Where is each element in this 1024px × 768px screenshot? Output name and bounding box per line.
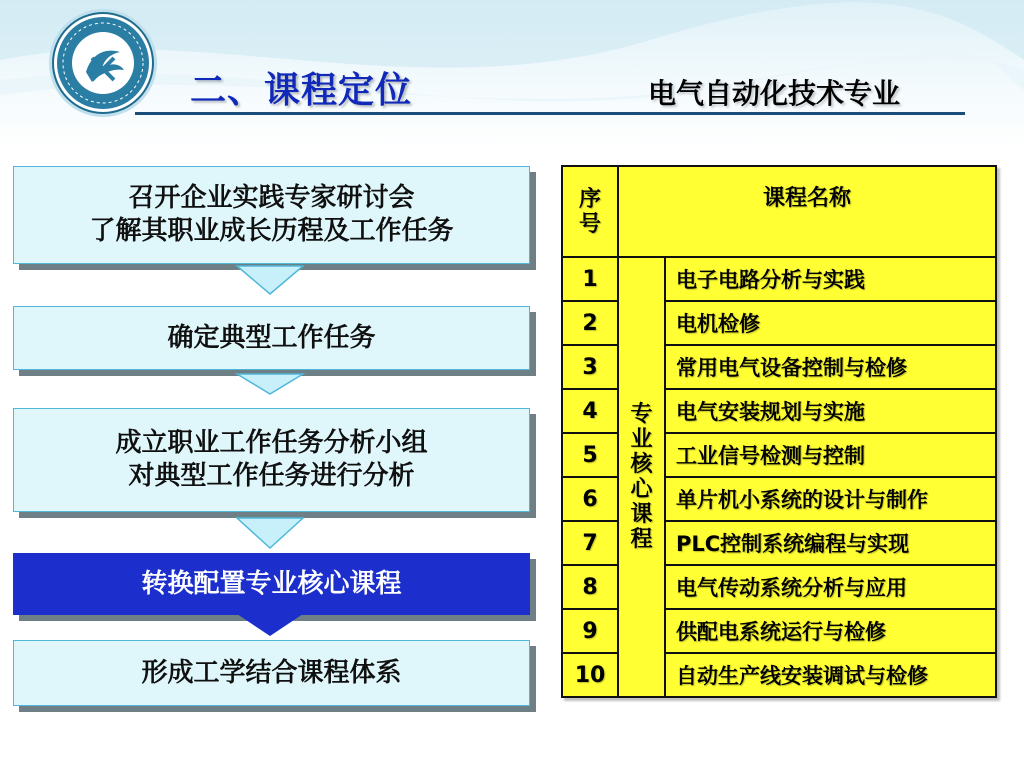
flow-step-3 (13, 408, 530, 512)
table-header-row (562, 166, 996, 257)
row-number: 3 (562, 345, 618, 389)
course-name: 工业信号检测与控制 (665, 433, 996, 477)
row-number: 9 (562, 609, 618, 653)
down-arrow-icon (235, 262, 305, 296)
course-name: 自动生产线安装调试与检修 (665, 653, 996, 697)
row-number: 10 (562, 653, 618, 697)
course-name: 单片机小系统的设计与制作 (665, 477, 996, 521)
header-number-cell: 序号 (562, 166, 618, 257)
course-name: 电气安装规划与实施 (665, 389, 996, 433)
flow-step-2 (13, 306, 530, 370)
course-name: 电机检修 (665, 301, 996, 345)
course-name: PLC控制系统编程与实现 (665, 521, 996, 565)
row-number: 2 (562, 301, 618, 345)
flow-step-1-text: 召开企业实践专家研讨会 了解其职业成长历程及工作任务 (89, 183, 454, 246)
row-number: 8 (562, 565, 618, 609)
page-title: 二、课程定位 (190, 70, 413, 111)
category-cell: 专业核心课程 (618, 257, 665, 697)
header-divider (135, 112, 965, 115)
course-name: 供配电系统运行与检修 (665, 609, 996, 653)
row-number: 1 (562, 257, 618, 301)
row-number: 7 (562, 521, 618, 565)
down-arrow-icon (235, 612, 305, 638)
course-table (561, 165, 997, 698)
row-number: 4 (562, 389, 618, 433)
flow-step-3-text: 成立职业工作任务分析小组 对典型工作任务进行分析 (115, 428, 428, 491)
down-arrow-icon (235, 370, 305, 396)
row-number: 5 (562, 433, 618, 477)
college-logo (52, 12, 154, 114)
flow-step-5-text: 形成工学结合课程体系 (141, 657, 402, 688)
header-course-name-cell: 课程名称 (618, 166, 996, 257)
subject-title: 电气自动化技术专业 (648, 77, 901, 110)
flow-step-4-text: 转换配置专业核心课程 (141, 568, 402, 599)
table-row (562, 257, 996, 301)
down-arrow-icon (235, 514, 305, 550)
course-name: 常用电气设备控制与检修 (665, 345, 996, 389)
flow-step-2-text: 确定典型工作任务 (167, 322, 376, 353)
flow-step-5 (13, 640, 530, 706)
course-name: 电子电路分析与实践 (665, 257, 996, 301)
row-number: 6 (562, 477, 618, 521)
course-name: 电气传动系统分析与应用 (665, 565, 996, 609)
flow-step-4-active (13, 553, 530, 615)
flow-step-1 (13, 166, 530, 264)
